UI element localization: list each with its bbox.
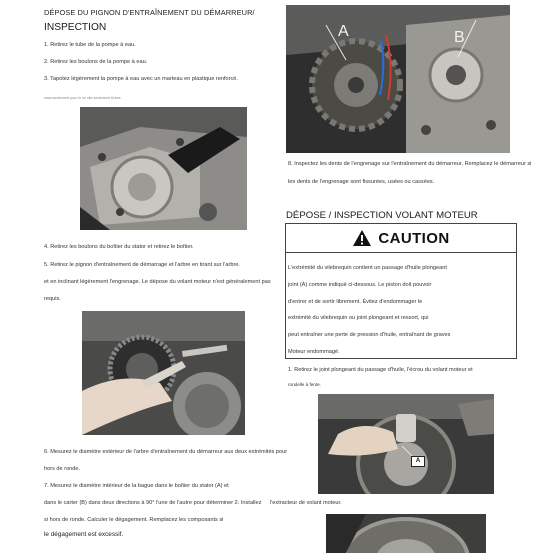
flywheel-section-title: DÉPOSE / INSPECTION VOLANT MOTEUR (286, 210, 478, 221)
step-2-text: 2. Retirez les boulons de la pompe à eau. (44, 59, 148, 65)
step-5-end: requis. (44, 296, 61, 302)
flywheel-step-1-continued: rondelle à fente. (288, 382, 321, 387)
caution-line-6: Moteur endommagé. (288, 349, 340, 355)
caution-title: CAUTION (378, 229, 450, 247)
step-8-continued: les dents de l'engrenage sont fissurées, usées ou cassées. (288, 179, 435, 185)
step-3-text: 3. Tapotez légèrement la pompe à eau avec un marteau en plastique renforcé. (44, 76, 238, 82)
step-4-text: 4. Retirez les boulons du boîtier du stator et retirez le boîtier. (44, 244, 194, 250)
step-6-continued: hors de ronde. (44, 466, 81, 472)
caution-header (286, 224, 516, 253)
photo-label-a: A (338, 23, 349, 40)
starter-gear-photo (82, 311, 245, 435)
caution-line-5: peut entraîner une perte de pression d'huile, entraînant de graves (288, 332, 451, 338)
step-7-end: si hors de ronde. Calculer le dégagement. Remplacez les composants si (44, 517, 224, 523)
inspection-title: INSPECTION (44, 22, 107, 33)
step-5-text: 5. Retirez le pignon d'entraînement de démarrage et l'arbre en tirant sur l'arbre. (44, 262, 240, 268)
caution-line-1: L'extrémité du vilebrequin contient un passage d'huile plongeant (288, 265, 447, 271)
section-title-starter-gear: DÉPOSE DU PIGNON D'ENTRAÎNEMENT DU DÉMARREUR/ (44, 8, 255, 17)
flywheel-step-1-text: 1. Retirez le joint plongeant du passage d'huile, l'écrou du volant moteur et (288, 367, 473, 373)
step-5-continued: et en inclinant légèrement l'engrenage. Le dépose du volant moteur n'est généralement pas (44, 279, 271, 285)
step-7-text: 7. Mesurez le diamètre intérieur de la bague dans le boîtier du stator (A) et (44, 483, 229, 489)
water-pump-photo (80, 107, 247, 230)
step-6-text: 6. Mesurez le diamètre extérieur de l'arbre d'entraînement du démarreur aux deux extrémités pour (44, 449, 288, 455)
caution-box (285, 223, 517, 359)
extractor-text: l'extracteur de volant moteur. (270, 500, 342, 506)
plunger-joint-photo (318, 394, 494, 494)
caution-line-4: extrémité du vilebrequin ou joint plongeant et ressort, qui (288, 315, 429, 321)
caution-line-3: d'entrer et de sortir librement. Évitez d'endommager le (288, 299, 423, 305)
warning-triangle-icon (352, 229, 372, 247)
step-7-final: le dégagement est excessif. (44, 531, 124, 538)
caution-line-2: joint (A) comme indiqué ci-dessous. Le piston doit pouvoir (288, 282, 432, 288)
step-8-text: 8. Inspectez les dents de l'engrenage sur l'entraînement du démarreur. Remplacez le démarreur si (288, 161, 532, 167)
stator-crankcase-photo (286, 5, 510, 153)
flywheel-photo (326, 514, 486, 553)
marker-a-label: A (411, 456, 425, 467)
photo-label-b: B (454, 29, 465, 46)
step-7-continued: dans le carter (B) dans deux directions à 90° l'une de l'autre pour déterminer 2. Installez (44, 500, 262, 506)
step-1-text: 1. Retirez le tube de la pompe à eau. (44, 42, 136, 48)
watermark-text: www.seulement pour le ce site seulement fiches (44, 96, 121, 100)
